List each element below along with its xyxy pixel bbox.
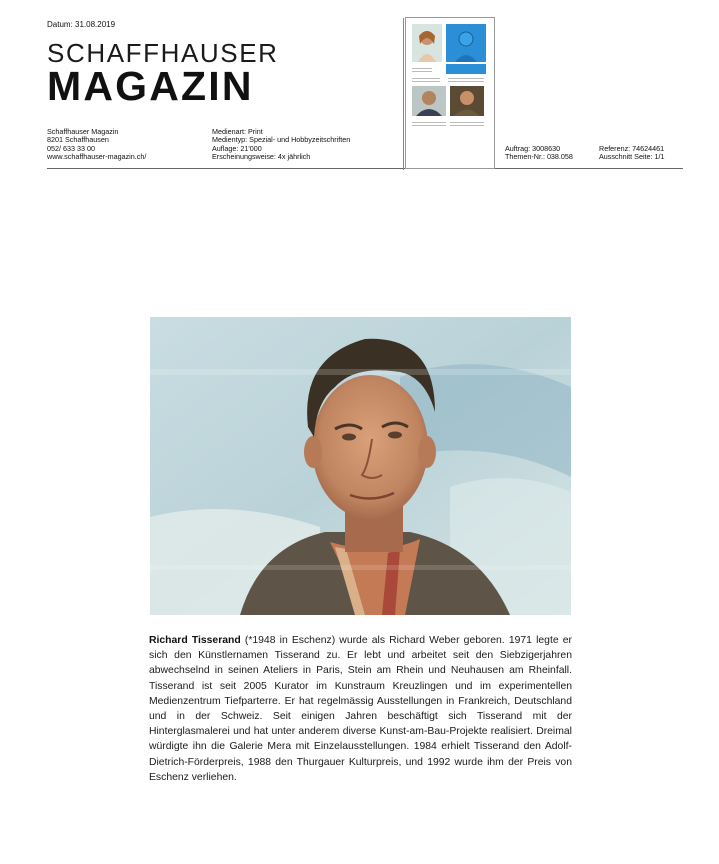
thumbnail-divider: [403, 18, 404, 170]
clipping-date: Datum: 31.08.2019: [47, 20, 116, 29]
thumb-portrait-woman: [412, 24, 442, 62]
header-divider: [47, 168, 683, 169]
thumb-text-line: [412, 81, 440, 82]
thumb-portrait-man1: [412, 86, 446, 116]
caption-text: (*1948 in Eschenz) wurde als Richard Weber geboren. 1971 legte er sich den Künstlernamen Tisserand zu. Er lebt und arbeitet seit den Siebzigerjahren abwechselnd in seinen Ateliers in Paris, Stein am Rhein und Neuhausen am Rheinfall. Tisserand ist seit 2005 Kurator im Kunstraum Kreuzlingen und im experimentellen Medienzentrum Tiefparterre. Er hat regelmässig Ausstellungen in Frankreich, Deutschland und in der Schweiz. Seit einigen Jahren beschäftigt sich Tisserand mit der Hinterglasmalerei und hat unter anderem diverse Kunst-am-Bau-Projekte realisiert. Dreimal würdigte ihn die Galerie Mera mit Einzelausstellungen. 1984 erhielt Tisserand den Adolf-Dietrich-Förderpreis, 1988 den Thurgauer Kulturpreis, und 1992 wurde ihm der Preis von Eschenz verliehen.: [149, 635, 572, 783]
publisher-url[interactable]: www.schaffhauser-magazin.ch/: [47, 151, 147, 161]
publisher-name: Schaffhauser Magazin: [47, 127, 119, 136]
thumb-text-line: [412, 68, 432, 69]
thumb-text-line: [412, 125, 446, 126]
article-caption: [149, 633, 572, 785]
thumb-text-line: [412, 71, 432, 72]
thumb-text-line: [412, 78, 440, 79]
reference-number: Referenz: 74624461: [599, 144, 665, 153]
publisher-info: [47, 128, 146, 161]
thumb-text-line: [412, 122, 446, 123]
topic-number: Themen-Nr.: 038.058: [505, 152, 573, 162]
publisher-city: 8201 Schaffhausen: [47, 135, 109, 145]
thumb-blue-band: [446, 64, 486, 74]
reference-info: [599, 145, 665, 162]
artist-name: Richard Tisserand: [149, 635, 241, 646]
thumb-text-line: [448, 81, 484, 82]
page-thumbnail[interactable]: [405, 17, 495, 169]
thumb-text-line: [448, 78, 484, 79]
thumb-text-line: [450, 125, 484, 126]
media-type: Medienart: Print: [212, 127, 263, 136]
thumb-text-line: [450, 122, 484, 123]
media-circulation: Auflage: 21'000: [212, 143, 262, 153]
publisher-phone: 052/ 633 33 00: [47, 143, 95, 153]
media-category: Medientyp: Spezial- und Hobbyzeitschriften: [212, 135, 351, 145]
thumb-portrait-man2: [450, 86, 484, 116]
media-info: [212, 128, 350, 161]
thumb-portrait-blue: [446, 24, 486, 62]
order-number: Auftrag: 3008630: [505, 144, 561, 153]
portrait-photo: [150, 317, 571, 615]
excerpt-page: Ausschnitt Seite: 1/1: [599, 152, 665, 162]
media-frequency: Erscheinungsweise: 4x jährlich: [212, 151, 311, 161]
order-info: [505, 145, 573, 162]
magazine-logo-line2: MAGAZIN: [47, 63, 254, 109]
magazine-logo-line1: SCHAFFHAUSER: [47, 38, 279, 68]
